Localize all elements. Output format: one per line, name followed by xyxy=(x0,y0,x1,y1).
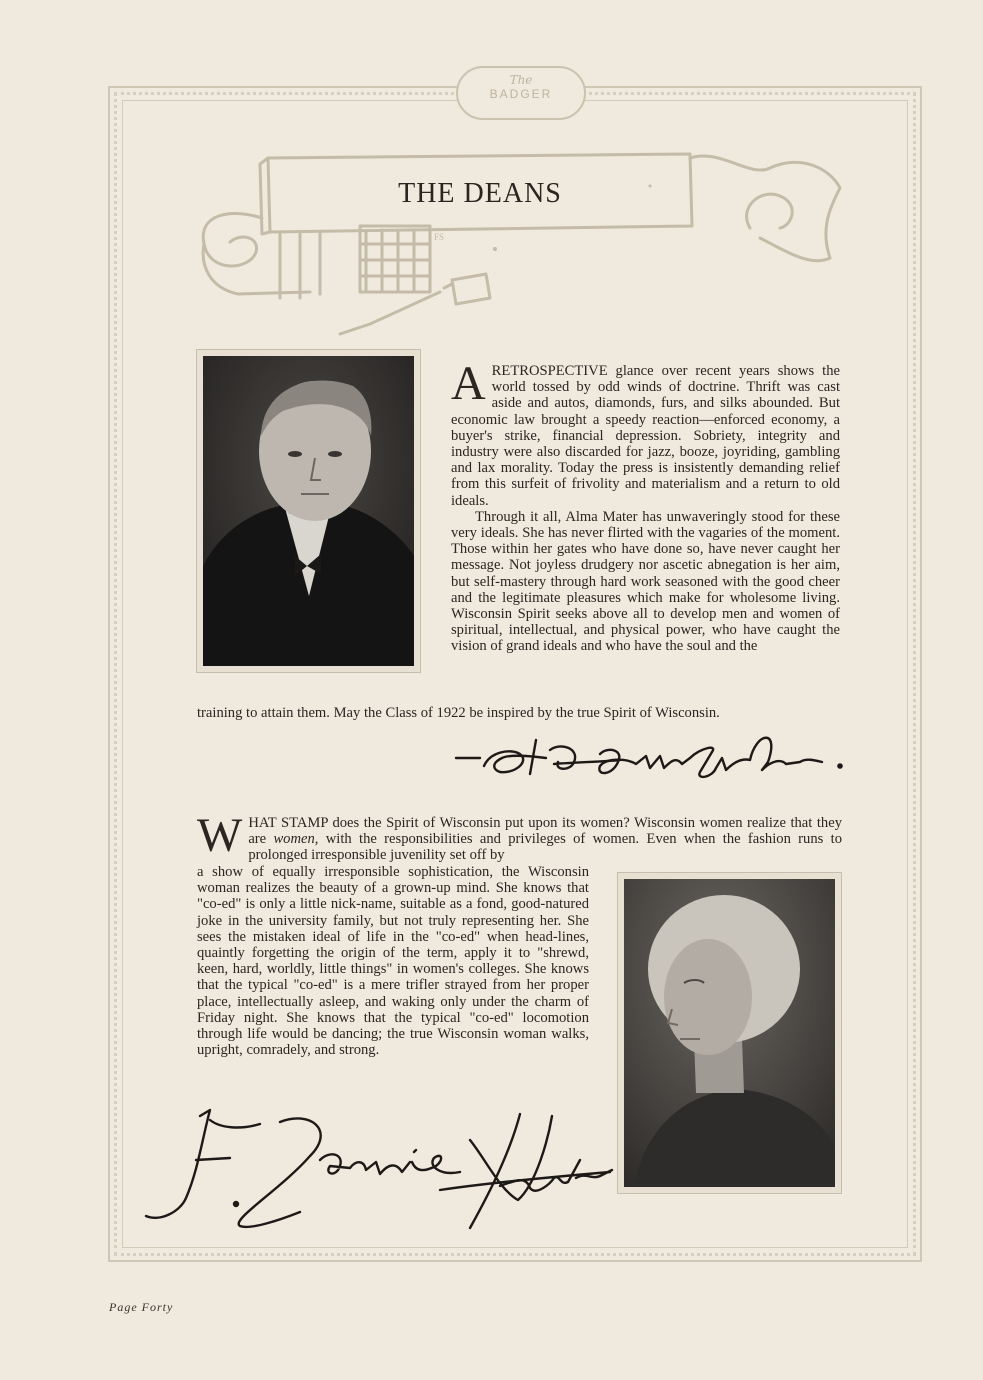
portrait-man-image xyxy=(203,356,414,666)
drop-cap-a: A xyxy=(451,357,486,410)
signature-goodnight xyxy=(450,722,850,792)
intro-text-before: HAT STAMP does the Spirit of Wisconsin put upon its women? Wisconsin women realize that they are xyxy=(248,815,842,848)
intro-text-italic: women, xyxy=(273,831,319,848)
svg-text:FS: FS xyxy=(434,232,445,242)
portrait-woman-image xyxy=(624,879,835,1187)
intro-text-after: with the responsibilities and privileges of women. Even when the fashion runs to prolonged irresponsible juvenility set off by xyxy=(248,831,842,864)
dean-portrait-woman xyxy=(617,872,842,1194)
drop-cap-w: W xyxy=(197,809,243,862)
message-paragraph-2: Through it all, Alma Mater has unwaveringly stood for these very ideals. She has never flirted with the vagaries of the moment. Those within her gates who have done so, have never caught her message. Not joyless drudgery nor ascetic abnegation is her aim, but self-mastery through hard work seasoned with the good cheer and the legitimate pleasures which make for wholesome living. Wisconsin Spirit seeks above all to develop men and women of spiritual, intellectual, and physical power, who have caught the vision of grand ideals and who have the soul and the xyxy=(451,508,840,655)
dean-women-message-body: a show of equally irresponsible sophistication, the Wisconsin woman realizes the beauty of a grown-up mind. She knows that "co-ed" is only a little nick-name, suitable as a fond, good-natured joke in the university family, but not truly representing her. She sees the mistaken ideal of life in the "co-ed" when head-lines, quaintly forgetting the origin of the term, apply it to "shrewd, keen, hard, worldly, little things" in women's colleges. She knows that the typical "co-ed" is a mere trifler strayed from her proper place, intellectually asleep, and waking only under the charm of Friday night. She knows that the typical "co-ed" locomotion through life would be dancing; the true Wisconsin woman walks, upright, comradely, and strong. xyxy=(197,864,589,1059)
page-number: Page Forty xyxy=(109,1300,174,1314)
badger-logo xyxy=(456,66,586,120)
logo-the: The xyxy=(509,73,533,87)
logo-badger: BADGER xyxy=(489,87,553,101)
message-paragraph-1: RETROSPECTIVE glance over recent years shows the world tossed by odd winds of doctrine. Thrift was cast aside and autos, diamonds, furs, and silks abounded. But economic law brought a speedy reaction—enforced economy, a buyer's strike, financial depression. Sobriety, integrity and industry were also discarded for jazz, booze, joyriding, gambling and lax morality. Today the press is insistently demanding relief from this surfeit of frivolity and materialism and a return to old ideals. xyxy=(451,363,840,509)
message-paragraph-2-tail: training to attain them. May the Class of 1922 be inspired by the true Spirit of Wisconsin. xyxy=(197,705,720,721)
dean-women-message-intro xyxy=(197,809,842,864)
dean-portrait-man xyxy=(196,349,421,673)
signature-nardin xyxy=(140,1100,620,1240)
dean-men-message xyxy=(451,357,840,655)
page-title: THE DEANS xyxy=(398,178,562,209)
